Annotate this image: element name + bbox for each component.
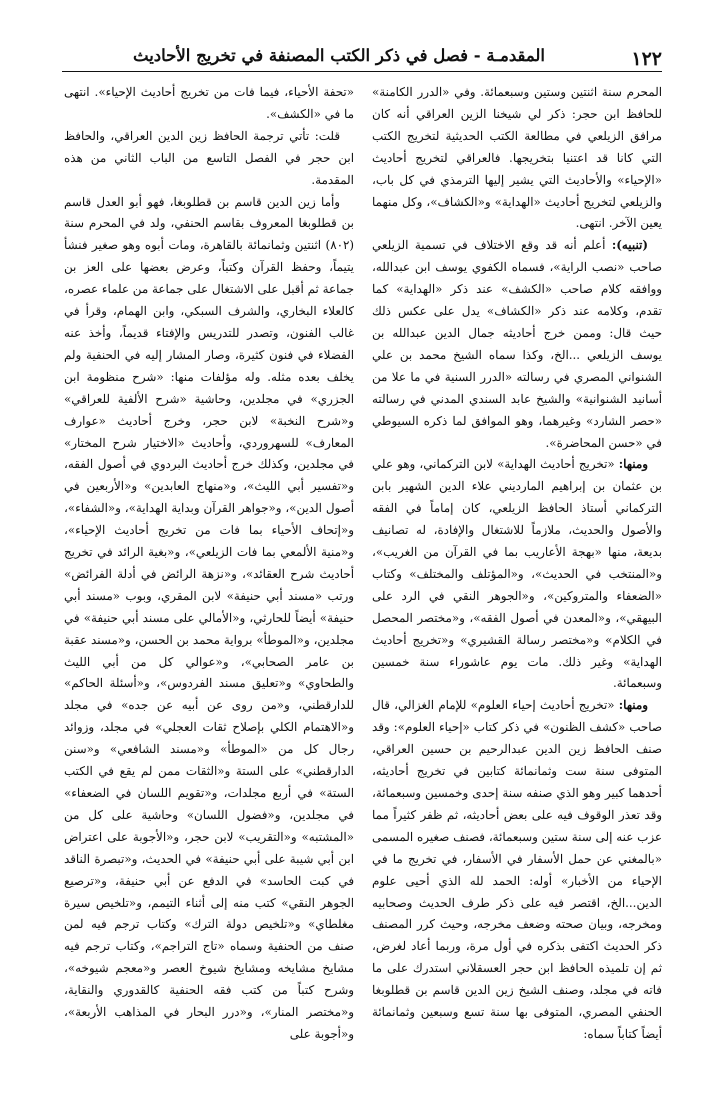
paragraph-text: «تخريج أحاديث الهداية» لابن التركماني، وهو علي بن عثمان بن إبراهيم المارديني علاء الدين الشهير بابن التركماني أستاذ الحافظ الزيلعي، كان إماماً في الفقه والأصول والحديث، ملازماً للاشتغال والإفادة، له تصانيف بديعة، منها «بهجة الأعاريب بما في القرآن من الغريب»، و«المنتخب في الحديث»، و«المؤتلف والمختلف» وكتاب «الضعفاء والمتروكين»، و«الجوهر النقي في الرد على البيهقي»، و«المعدن في أصول الفقه»، و«مختصر المحصل في الكلام» و«مختصر رسالة القشيري» و«تخريج أحاديث الهداية» وغير ذلك. مات يوم عاشوراء سنة خمسين وسبعمائة.	[372, 457, 662, 691]
paragraph-text: قلت: تأتي ترجمة الحافظ زين الدين العراقي، والحافظ ابن حجر في الفصل التاسع من الباب الثاني من هذه المقدمة.	[64, 128, 354, 187]
paragraph	[372, 695, 662, 1046]
right-column	[372, 82, 662, 1094]
paragraph	[64, 82, 354, 126]
paragraph	[64, 126, 354, 192]
header-rule	[62, 71, 662, 72]
paragraph-text: «تخريج أحاديث إحياء العلوم» للإمام الغزالي، قال صاحب «كشف الظنون» في ذكر كتاب «إحياء العلوم»: وقد صنف الحافظ زين الدين عبدالرحيم بن حسين العراقي، المتوفى سنة ست وثمانمائة كتابين في تخريج أحاديثه، أحدهما كبير وهو الذي صنفه سنة إحدى وخمسين وسبعمائة، وقد تعذر الوقوف فيه على بعض أحاديثه، ثم ظفر كثيراً مما عزب عنه إلى سنة ستين وسبعمائة، فصنف صغيره المسمى «بالمغني عن حمل الأسفار في الأسفار، في تخريج ما في الإحياء من الأخبار» أوله: الحمد لله الذي أحيى علوم الدين...الخ، اقتصر فيه على ذكر طرف الحديث وصحابيه ومخرجه، وبيان صحته وضعف مخرجه، وحيث كرر المصنف ذكر الحديث اكتفى بذكره في أول مرة، وربما أعاد لغرض، ثم إن تلميذه الحافظ ابن حجر العسقلاني استدرك على ما فاته في مجلد، وصنف الشيخ زين الدين قاسم بن قطلوبغا الحنفي المصري، المتوفى بها سنة تسع وسبعين وثمانمائة أيضاً كتاباً سماه:	[372, 698, 662, 1041]
paragraph-text: أعلم أنه قد وقع الاختلاف في تسمية الزيلعي صاحب «نصب الراية»، فسماه الكفوي يوسف ابن عبدالله، ووافقه كلام صاحب «الكشف» عند ذكر «الهداية» كما تقدم، وكلامه عند ذكر «الكشاف» يدل على عكس ذلك حيث قال: وممن خرج أحاديثه جمال الدين عبدالله بن يوسف الزيلعي ...الخ، وكذا سماه الشيخ محمد بن علي الشنواني المصري في رسالته «الدرر السنية في ما علا من أسانيد الشنوانية» والشيخ عابد السندي المدني في رسالته «حصر الشارد» وغيرهما، وهو الموافق لما ذكره السيوطي في «حسن المحاضرة».	[372, 238, 662, 450]
paragraph-text: «تحفة الأحياء، فيما فات من تخريج أحاديث الإحياء». انتهى ما في «الكشف».	[64, 85, 354, 121]
paragraph-text: المحرم سنة اثنتين وستين وسبعمائة. وفي «الدرر الكامنة» للحافظ ابن حجر: ذكر لي شيخنا الزين العراقي أنه كان مرافق الزيلعي في مطالعة الكتب الحديثية لتخريج الكتب التي كانا قد اعتنيا بتخريجها. فالعراقي لتخريج أحاديث «الإحياء» والأحاديث التي يشير إليها الترمذي في كل باب، والزيلعي لتخريج أحاديث «الهداية» و«الكشاف»، وكل منهما يعين الآخر. انتهى.	[372, 85, 662, 231]
running-title: المقدمـة - فصل في ذكر الكتب المصنفة في تخريج الأحاديث	[133, 46, 545, 65]
left-column	[64, 82, 354, 1094]
paragraph	[372, 235, 662, 454]
paragraph-label: ومنها:	[618, 698, 648, 713]
paragraph-label: ومنها:	[618, 457, 648, 472]
paragraph-label: (تنبيه):	[611, 238, 648, 253]
paragraph	[64, 192, 354, 1046]
page-number: ١٢٢	[631, 48, 662, 70]
page-header	[62, 40, 662, 80]
paragraph-text: وأما زين الدين قاسم بن قطلوبغا، فهو أبو العدل قاسم بن قطلوبغا المعروف بقاسم الحنفي، ولد في المحرم سنة (٨٠٢) اثنتين وثمانمائة بالقاهرة، ومات أبوه وهو صغير فنشأ يتيماً، وحفظ القرآن وكتباً، وعرض بعضها على العز بن جماعة ثم أقبل على الاشتغال على جماعة من علماء عصره، كالعلاء البخاري، والشرف السبكي، وابن الهمام، وقرأ في غالب الفنون، وتصدر للتدريس والإفتاء قديماً، وأخذ عنه الفضلاء في فنون كثيرة، وصار المشار إليه في الحنفية ولم يخلف بعده مثله. وله مؤلفات منها: «شرح منظومة ابن الجزري» في مجلدين، وحاشية «شرح الألفية للعراقي» و«شرح النخبة» لابن حجر، وخرج أحاديث «عوارف المعارف» للسهروردي، وأحاديث «الاختيار شرح المختار» في مجلدين، وكذلك خرج أحاديث البردوي في أصول الفقه، و«تفسير أبي الليث»، و«منهاج العابدين» و«الأربعين في أصول الدين»، و«جواهر القرآن وبداية الهداية»، و«الشفاء»، و«إتحاف الأحياء بما فات من تخريج أحاديث الإحياء»، و«منية الألمعي بما فات الزيلعي»، و«بغية الرائد في تخريج أحاديث شرح العقائد»، و«نزهة الرائض في أدلة الفرائض» ورتب «مسند أبي حنيفة» لابن المقري، وبوب «مسند أبي حنيفة» أيضاً للحارثي، و«الأمالي على مسند أبي حنيفة» في مجلدين، و«الموطأ» برواية محمد بن الحسن، و«مسند عقبة بن عامر الصحابي»، و«عوالي كل من أبي الليث والطحاوي» و«تعليق مسند الفردوس»، و«أسئلة الحاكم» للدارقطني، و«من روى عن أبيه عن جده» في مجلد و«الاهتمام الكلي بإصلاح ثقات العجلي» في مجلد، وزوائد رجال كل من «الموطأ» و«مسند الشافعي» و«سنن الدارقطني» على الستة و«الثقات ممن لم يقع في الكتب الستة» في أربع مجلدات، و«تقويم اللسان في الضعفاء» في مجلدين، و«فضول اللسان» وحاشية على كل من «المشتبه» و«التقريب» لابن حجر، و«الأجوبة على اعتراض ابن أبي شيبة على أبي حنيفة» في الحديث، و«تبصرة الناقد في كبت الحاسد» في الدفع عن أبي حنيفة، و«ترصيع الجوهر النقي» كتب منه إلى أثناء التيمم، و«تلخيص سيرة مغلطاي» و«تلخيص دولة الترك» وكتاب ترجم فيه لمن صنف من الحنفية وسماه «تاج التراجم»، وكتاب ترجم فيه مشايخ مشايخه ومشايخ شيوخ العصر و«معجم شيوخه»، وشرح كتباً من كتب فقه الحنفية كالقدوري والنقاية، و«مختصر المنار»، و«درر البحار في المذاهب الأربعة»، و«أجوبة على	[64, 194, 354, 1041]
paragraph	[372, 82, 662, 235]
paragraph	[372, 454, 662, 695]
